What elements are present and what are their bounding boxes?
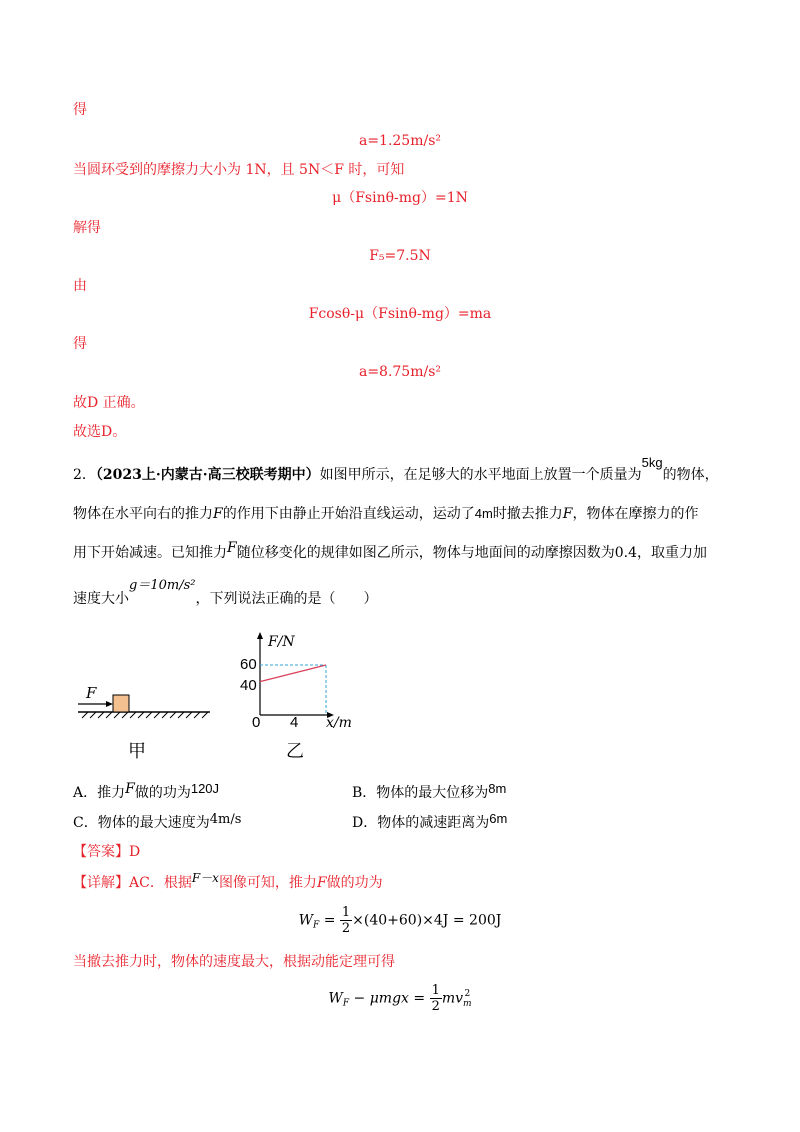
option-a-text: A．推力 (73, 785, 126, 801)
option-c[interactable] (73, 814, 241, 833)
question-text: ，物体在摩擦力的作 (572, 506, 699, 522)
question-source: （2023上·内蒙古·高三校联考期中） (95, 467, 320, 483)
eq-e-mid: − μmgx = (353, 990, 426, 1007)
force-symbol: F (213, 506, 223, 522)
question-line-4 (73, 578, 378, 609)
force-symbol: F (227, 540, 237, 556)
option-a[interactable] (73, 781, 220, 802)
figure-jia-force-label: F (86, 684, 97, 702)
fraction-half (430, 983, 442, 1014)
option-d-value: 6m (489, 811, 508, 826)
question-text: 用下开始减速。已知推力 (73, 545, 227, 561)
question-text: 时撤去推力 (492, 506, 563, 522)
question-number: 2． (73, 467, 96, 483)
distance-value: 4m (474, 506, 493, 521)
eq-w-lhs: W (298, 912, 313, 929)
question-line-2 (73, 505, 699, 523)
tick-label-4: 4 (290, 714, 299, 731)
force-symbol: F (562, 506, 573, 522)
series-line-f (260, 665, 326, 682)
frac-den: 2 (431, 999, 440, 1014)
option-a-value: 120J (190, 781, 220, 796)
force-symbol: F (316, 875, 327, 891)
question-text: 的作用下由静止开始沿直线运动，运动了 (222, 506, 475, 522)
figure-yi-caption: 乙 (286, 741, 304, 762)
eq-w-rhs: ×(40+60)×4J = 200J (352, 912, 502, 929)
question-line-1 (73, 455, 719, 484)
mass-value: 5kg (641, 455, 663, 470)
tick-label-0: 0 (252, 714, 261, 731)
frac-num: 1 (431, 983, 440, 998)
frac-num: 1 (341, 905, 351, 920)
text-d-correct: 故D 正确。 (73, 395, 145, 411)
question-line-3 (73, 540, 707, 562)
force-symbol: F (125, 781, 135, 797)
question-text: 如图甲所示，在足够大的水平地面上放置一个质量为 (319, 467, 642, 483)
eq-e-rhs: mv (441, 990, 464, 1007)
eq-e-sub-f: F (342, 998, 350, 1009)
eq-e-sub: m (463, 998, 472, 1009)
gravity-value: g＝10m/s² (129, 578, 196, 593)
question-text: 速度大小 (73, 591, 129, 607)
detail-text: AC．根据 (129, 875, 192, 891)
text-choose-d: 故选D。 (73, 424, 127, 440)
block (113, 695, 129, 712)
text-you: 由 (73, 278, 87, 294)
eq-e-sup: 2 (464, 988, 471, 999)
option-a-text: 做的功为 (134, 785, 191, 801)
eq-w-sub: F (312, 920, 320, 931)
question-text: ，下列说法正确的是（ ） (195, 591, 378, 607)
equation-work: $W_F$ = $\frac{1}{2}$ ×(40+60)×4J = 200J (298, 905, 502, 936)
option-b-text: B．物体的最大位移为 (352, 785, 489, 801)
y-axis-label (268, 633, 295, 651)
answer-value: D (129, 844, 141, 860)
tick-label-40: 40 (240, 677, 257, 694)
text-de-2: 得 (73, 336, 87, 352)
equation-f5: F₅=7.5N (369, 248, 431, 264)
fraction-half (340, 905, 352, 936)
detail-text: 做的功为 (326, 875, 383, 891)
frac-den: 2 (341, 921, 351, 936)
detail-line-2: 当撤去推力时，物体的速度最大，根据动能定理可得 (73, 954, 395, 970)
detail-text: 图像可知，推力 (218, 875, 317, 891)
question-text: 物体在水平向右的推力 (73, 506, 213, 522)
answer-label: 【答案】 (73, 844, 129, 860)
eq-e-lhs: W (328, 990, 343, 1007)
text-de-1: 得 (73, 102, 87, 118)
option-b-value: 8m (488, 781, 507, 796)
ground-hatching (82, 712, 208, 718)
detail-label: 【详解】 (73, 875, 129, 891)
y-axis-arrow (257, 632, 263, 639)
equation-a2: a=8.75m/s² (358, 364, 442, 380)
text-jiede: 解得 (73, 220, 101, 236)
option-d-text: D．物体的减速距离为 (352, 815, 490, 831)
option-d[interactable] (352, 811, 508, 832)
equation-friction: μ（Fsinθ-mg）=1N (332, 190, 468, 206)
v-script (463, 989, 472, 1009)
tick-label-60: 60 (240, 656, 257, 673)
answer-line (73, 843, 140, 861)
x-axis-label: x/m (326, 715, 352, 731)
equation-energy (0, 983, 800, 1014)
text-condition: 当圆环受到的摩擦力大小为 1N，且 5N＜F 时，可知 (73, 162, 405, 178)
figure-jia-caption: 甲 (128, 741, 146, 762)
equation-newton: Fcosθ-μ（Fsinθ-mg）=ma (308, 306, 492, 322)
option-b[interactable] (352, 781, 507, 802)
y-axis-label-text: F/N (268, 634, 295, 650)
force-arrow-head (106, 701, 113, 707)
fx-symbol: F－x (191, 871, 219, 885)
option-c-text: C．物体的最大速度为 (73, 815, 210, 831)
option-c-value: 4m/s (209, 812, 242, 827)
question-text: 随位移变化的规律如图乙所示，物体与地面间的动摩擦因数为0.4，取重力加 (236, 545, 707, 561)
detail-line-1 (73, 871, 383, 892)
equation-a1: a=1.25m/s² (358, 133, 442, 149)
question-text: 的物体， (662, 467, 719, 483)
